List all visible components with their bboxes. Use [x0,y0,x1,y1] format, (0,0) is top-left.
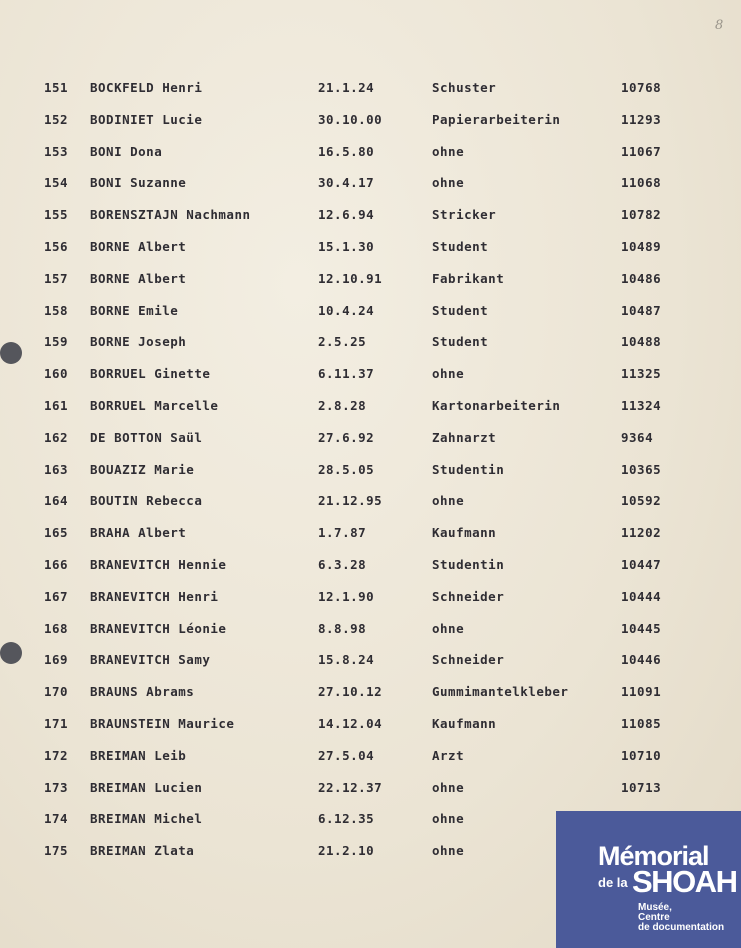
row-profession: Arzt [432,747,465,763]
row-birthdate: 22.12.37 [318,779,383,795]
row-birthdate: 12.6.94 [318,207,375,223]
row-profession: Kaufmann [432,715,497,731]
row-birthdate: 6.12.35 [318,811,375,827]
row-profession: Kartonarbeiterin [432,397,561,413]
row-name: BRANEVITCH Hennie [90,556,227,572]
table-row [0,239,741,271]
row-birthdate: 12.10.91 [318,270,383,286]
row-id: 10447 [621,556,662,572]
row-number: 168 [44,620,69,636]
row-number: 160 [44,366,69,382]
row-number: 167 [44,588,69,604]
row-profession: ohne [432,779,465,795]
table-row [0,493,741,525]
row-name: BRAUNSTEIN Maurice [90,715,235,731]
row-name: BOCKFELD Henri [90,80,203,95]
row-birthdate: 15.1.30 [318,238,375,254]
row-number: 154 [44,175,69,191]
row-name: BREIMAN Zlata [90,843,195,859]
row-name: BORNE Emile [90,302,179,318]
logo-line2: SHOAH [632,864,737,899]
table-row [0,80,741,112]
table-row [0,366,741,398]
table-row [0,207,741,239]
row-name: DE BOTTON Saül [90,429,203,445]
row-id: 10710 [621,747,662,763]
deportation-list [0,80,741,875]
row-id: 10782 [621,207,662,223]
row-name: BRAHA Albert [90,525,187,541]
row-name: BREIMAN Michel [90,811,203,827]
table-row [0,621,741,653]
row-name: BORRUEL Marcelle [90,397,219,413]
row-birthdate: 21.2.10 [318,843,375,859]
row-birthdate: 28.5.05 [318,461,375,477]
row-number: 174 [44,811,69,827]
row-profession: Studentin [432,461,505,477]
row-birthdate: 21.1.24 [318,80,375,95]
memorial-shoah-logo [556,811,741,948]
row-name: BORNE Joseph [90,334,187,350]
row-number: 156 [44,238,69,254]
row-profession: Zahnarzt [432,429,497,445]
row-profession: Papierarbeiterin [432,111,561,127]
row-birthdate: 21.12.95 [318,493,383,509]
row-name: BONI Dona [90,143,163,159]
row-birthdate: 2.8.28 [318,397,367,413]
table-row [0,462,741,494]
row-name: BREIMAN Lucien [90,779,203,795]
row-id: 10488 [621,334,662,350]
row-profession: Student [432,334,489,350]
logo-prefix: de la [598,875,628,890]
row-name: BOUAZIZ Marie [90,461,195,477]
logo-subtitle [638,903,724,933]
row-profession: Gummimantelkleber [432,684,569,700]
row-name: BORNE Albert [90,270,187,286]
row-name: BORENSZTAJN Nachmann [90,207,251,223]
table-row [0,589,741,621]
row-number: 171 [44,715,69,731]
row-profession: ohne [432,175,465,191]
row-id: 10486 [621,270,662,286]
table-row [0,303,741,335]
row-id: 10713 [621,779,662,795]
row-number: 164 [44,493,69,509]
table-row [0,430,741,462]
table-row [0,334,741,366]
row-name: BORRUEL Ginette [90,366,211,382]
row-id: 10487 [621,302,662,318]
row-name: BRANEVITCH Samy [90,652,211,668]
table-row [0,112,741,144]
row-id: 11068 [621,175,662,191]
row-birthdate: 1.7.87 [318,525,367,541]
logo-line1: Mémorial [598,841,709,871]
row-profession: Student [432,238,489,254]
row-id: 11324 [621,397,662,413]
row-id: 11085 [621,715,662,731]
page-number: 8 [715,18,724,33]
table-row [0,684,741,716]
row-profession: ohne [432,843,465,859]
row-id: 11325 [621,366,662,382]
row-number: 169 [44,652,69,668]
row-profession: ohne [432,366,465,382]
row-number: 152 [44,111,69,127]
row-birthdate: 6.11.37 [318,366,375,382]
row-number: 173 [44,779,69,795]
row-birthdate: 16.5.80 [318,143,375,159]
row-birthdate: 14.12.04 [318,715,383,731]
row-id: 11293 [621,111,662,127]
row-id: 10444 [621,588,662,604]
row-number: 153 [44,143,69,159]
row-profession: Stricker [432,207,497,223]
row-number: 162 [44,429,69,445]
row-number: 157 [44,270,69,286]
table-row [0,398,741,430]
row-name: BRAUNS Abrams [90,684,195,700]
row-number: 170 [44,684,69,700]
row-profession: ohne [432,493,465,509]
logo-sub3: de documentation [638,922,725,933]
row-birthdate: 12.1.90 [318,588,375,604]
row-birthdate: 30.4.17 [318,175,375,191]
row-birthdate: 30.10.00 [318,111,383,127]
row-birthdate: 15.8.24 [318,652,375,668]
row-id: 11091 [621,684,662,700]
row-id: 10489 [621,238,662,254]
row-name: BRANEVITCH Henri [90,588,219,604]
row-name: BODINIET Lucie [90,111,203,127]
table-row [0,748,741,780]
row-id: 10768 [621,80,662,95]
row-name: BONI Suzanne [90,175,187,191]
logo-sub2: Centre [638,912,670,923]
row-name: BRANEVITCH Léonie [90,620,227,636]
row-id: 10446 [621,652,662,668]
row-number: 166 [44,556,69,572]
row-id: 11202 [621,525,662,541]
table-row [0,271,741,303]
row-id: 10445 [621,620,662,636]
row-profession: Fabrikant [432,270,505,286]
row-profession: ohne [432,811,465,827]
row-number: 175 [44,843,69,859]
row-id: 10365 [621,461,662,477]
row-id: 10592 [621,493,662,509]
table-row [0,525,741,557]
row-birthdate: 8.8.98 [318,620,367,636]
row-id: 11067 [621,143,662,159]
row-birthdate: 27.5.04 [318,747,375,763]
row-birthdate: 27.6.92 [318,429,375,445]
row-name: BORNE Albert [90,238,187,254]
row-profession: ohne [432,143,465,159]
logo-sub1: Musée, [638,902,672,913]
row-number: 161 [44,397,69,413]
row-profession: Schuster [432,80,497,95]
row-number: 158 [44,302,69,318]
row-profession: Student [432,302,489,318]
row-birthdate: 6.3.28 [318,556,367,572]
row-number: 172 [44,747,69,763]
row-profession: Kaufmann [432,525,497,541]
row-number: 159 [44,334,69,350]
table-row [0,144,741,176]
table-row [0,557,741,589]
row-birthdate: 10.4.24 [318,302,375,318]
row-birthdate: 27.10.12 [318,684,383,700]
table-row [0,780,741,812]
row-number: 163 [44,461,69,477]
row-profession: Schneider [432,652,505,668]
row-profession: Studentin [432,556,505,572]
row-id: 9364 [621,429,654,445]
row-name: BOUTIN Rebecca [90,493,203,509]
table-row [0,716,741,748]
row-profession: ohne [432,620,465,636]
table-row [0,652,741,684]
row-number: 165 [44,525,69,541]
row-birthdate: 2.5.25 [318,334,367,350]
row-number: 151 [44,80,69,95]
row-name: BREIMAN Leib [90,747,187,763]
row-profession: Schneider [432,588,505,604]
row-number: 155 [44,207,69,223]
table-row [0,175,741,207]
